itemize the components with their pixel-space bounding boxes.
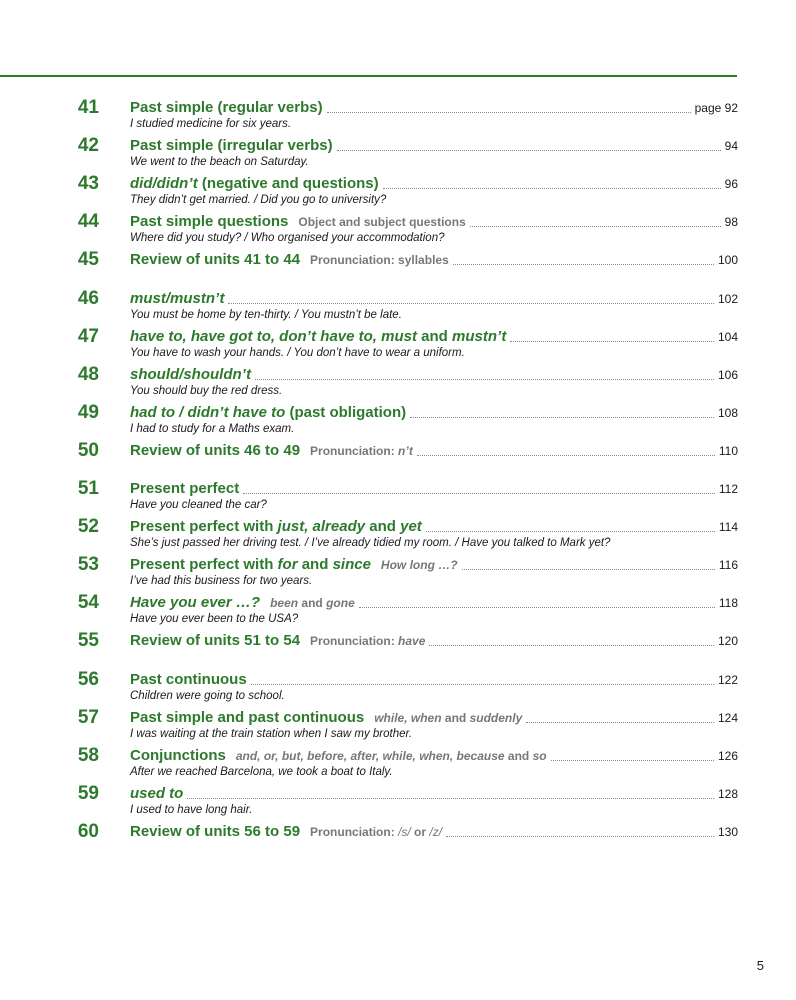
contents-entry[interactable] — [0, 249, 796, 285]
example-sentence: I studied medicine for six years. — [130, 118, 292, 130]
unit-number: 41 — [77, 97, 99, 118]
contents-entry[interactable] — [0, 326, 796, 362]
contents-entry[interactable] — [0, 516, 796, 552]
page-ref: 126 — [717, 749, 738, 763]
subtitle-part: /z/ — [429, 825, 443, 839]
page-ref: 128 — [717, 787, 738, 801]
contents-entry[interactable] — [0, 669, 796, 705]
unit-number: 46 — [77, 288, 99, 309]
page-ref: 110 — [718, 444, 738, 458]
unit-title[interactable]: Past continuous — [130, 671, 247, 688]
unit-number: 45 — [77, 249, 99, 270]
title-part: Have you ever …? — [130, 594, 261, 611]
title-part: had to / didn’t have to — [130, 404, 286, 421]
page-ref: 118 — [718, 596, 738, 610]
page-ref: 102 — [717, 292, 738, 306]
example-sentence: You have to wash your hands. / You don’t have to wear a uniform. — [130, 347, 465, 359]
example-sentence: You must be home by ten-thirty. / You mustn’t be late. — [130, 309, 402, 321]
unit-number: 59 — [77, 783, 99, 804]
contents-entry[interactable] — [0, 364, 796, 400]
example-sentence: She’s just passed her driving test. / I’ve already tidied my room. / Have you talked to Mark yet? — [130, 537, 611, 549]
dot-leader — [410, 405, 714, 418]
page-ref: 124 — [717, 711, 738, 725]
unit-title[interactable]: Review of units 56 to 59 — [130, 823, 301, 840]
page-ref: 108 — [717, 406, 738, 420]
example-sentence: Children were going to school. — [130, 690, 285, 702]
title-part: yet — [400, 518, 422, 535]
unit-number: 51 — [77, 478, 99, 499]
contents-entry[interactable] — [0, 783, 796, 819]
dot-leader — [426, 519, 715, 532]
subtitle-part: /s/ — [398, 825, 411, 839]
contents-entry[interactable] — [0, 97, 796, 133]
example-sentence: We went to the beach on Saturday. — [130, 156, 309, 168]
page-number: 5 — [756, 958, 764, 973]
unit-number: 60 — [77, 821, 99, 842]
dot-leader — [417, 443, 715, 456]
unit-title[interactable] — [130, 784, 183, 804]
example-sentence: Where did you study? / Who organised your accommodation? — [130, 232, 445, 244]
subtitle-part: been — [270, 596, 299, 610]
title-part: and — [297, 556, 333, 573]
contents-entry[interactable] — [0, 288, 796, 324]
unit-subtitle: Pronunciation: syllables — [310, 253, 449, 267]
subtitle-part: and — [504, 749, 533, 763]
contents-entry[interactable] — [0, 135, 796, 171]
unit-number: 47 — [77, 326, 99, 347]
dot-leader — [187, 786, 714, 799]
unit-number: 53 — [77, 554, 99, 575]
title-part: should/shouldn’t — [130, 366, 252, 383]
contents-entry[interactable] — [0, 821, 796, 857]
unit-title[interactable] — [130, 289, 224, 309]
page-ref: page 92 — [694, 101, 738, 115]
subtitle-part: Pronunciation: — [310, 825, 399, 839]
title-part: used to — [130, 785, 184, 802]
unit-subtitle — [236, 746, 547, 766]
example-sentence: Have you ever been to the USA? — [130, 613, 299, 625]
page-ref: 104 — [717, 330, 738, 344]
page-ref: 98 — [724, 215, 738, 229]
example-sentence: You should buy the red dress. — [130, 385, 283, 397]
dot-leader — [359, 595, 715, 608]
unit-title[interactable]: Past simple (irregular verbs) — [130, 137, 333, 154]
subtitle-part: and — [441, 711, 470, 725]
contents-entry[interactable] — [0, 440, 796, 476]
unit-number: 43 — [77, 173, 99, 194]
unit-number: 48 — [77, 364, 99, 385]
subtitle-part: gone — [326, 596, 355, 610]
unit-title[interactable]: Past simple and past continuous — [130, 709, 365, 726]
unit-number: 55 — [77, 630, 99, 651]
example-sentence: I had to study for a Maths exam. — [130, 423, 295, 435]
example-sentence: They didn’t get married. / Did you go to university? — [130, 194, 387, 206]
title-part: (past obligation) — [285, 404, 407, 421]
dot-leader — [255, 367, 714, 380]
page-ref: 96 — [724, 177, 738, 191]
page-ref: 120 — [717, 634, 738, 648]
title-part: for — [277, 556, 298, 573]
title-part: Present perfect with — [130, 556, 278, 573]
contents-entry[interactable] — [0, 211, 796, 247]
title-part: and — [365, 518, 401, 535]
unit-title[interactable] — [130, 517, 422, 537]
dot-leader — [228, 291, 714, 304]
unit-number: 50 — [77, 440, 99, 461]
unit-subtitle — [310, 441, 413, 461]
unit-number: 49 — [77, 402, 99, 423]
unit-subtitle — [310, 822, 442, 842]
subtitle-part: n’t — [398, 444, 413, 458]
unit-number: 42 — [77, 135, 99, 156]
page-ref: 112 — [718, 482, 738, 496]
unit-subtitle: Object and subject questions — [298, 215, 466, 229]
contents-entry[interactable] — [0, 630, 796, 666]
dot-leader — [337, 138, 721, 151]
page-ref: 114 — [718, 520, 738, 534]
unit-title[interactable]: Review of units 41 to 44 — [130, 251, 301, 268]
subtitle-part: Pronunciation: — [310, 444, 399, 458]
subtitle-part: or — [410, 825, 430, 839]
dot-leader — [510, 329, 714, 342]
dot-leader — [462, 557, 715, 570]
example-sentence: Have you cleaned the car? — [130, 499, 267, 511]
title-part: have to, have got to, don’t have to, must — [130, 328, 417, 345]
unit-number: 44 — [77, 211, 99, 232]
contents-entry[interactable] — [0, 478, 796, 514]
title-part: since — [332, 556, 371, 573]
page-ref: 130 — [717, 825, 738, 839]
page-ref: 106 — [717, 368, 738, 382]
subtitle-part: How long …? — [380, 558, 458, 572]
dot-leader — [470, 214, 721, 227]
example-sentence: After we reached Barcelona, we took a boat to Italy. — [130, 766, 393, 778]
unit-number: 56 — [77, 669, 99, 690]
contents-entry[interactable] — [0, 173, 796, 209]
subtitle-part: and — [298, 596, 327, 610]
title-part: (negative and questions) — [197, 175, 379, 192]
title-part: Present perfect with — [130, 518, 278, 535]
subtitle-part: and, or, but, before, after, while, when, because — [235, 749, 505, 763]
unit-title[interactable] — [130, 403, 406, 423]
unit-title[interactable] — [130, 555, 371, 575]
unit-title[interactable] — [130, 174, 379, 194]
unit-title[interactable]: Conjunctions — [130, 747, 226, 764]
unit-number: 57 — [77, 707, 99, 728]
dot-leader — [526, 710, 714, 723]
contents-entry[interactable] — [0, 592, 796, 628]
subtitle-part: have — [398, 634, 426, 648]
dot-leader — [551, 748, 714, 761]
dot-leader — [446, 824, 714, 837]
title-part: must/mustn’t — [130, 290, 225, 307]
title-part: mustn’t — [451, 328, 507, 345]
unit-title[interactable]: Present perfect — [130, 480, 240, 497]
unit-subtitle — [381, 555, 458, 575]
dot-leader — [327, 100, 691, 113]
dot-leader — [251, 672, 714, 685]
contents-entry[interactable] — [0, 707, 796, 743]
contents-entry[interactable] — [0, 554, 796, 590]
unit-number: 58 — [77, 745, 99, 766]
unit-title[interactable]: Past simple questions — [130, 213, 289, 230]
page-ref: 100 — [717, 253, 738, 267]
unit-subtitle — [310, 631, 425, 651]
unit-subtitle — [374, 708, 522, 728]
unit-title[interactable]: Past simple (regular verbs) — [130, 99, 323, 116]
header-rule — [0, 75, 737, 77]
subtitle-part: Pronunciation: — [310, 634, 399, 648]
unit-title[interactable] — [130, 327, 506, 347]
contents-entry[interactable] — [0, 402, 796, 438]
title-part: just, already — [277, 518, 366, 535]
title-part: and — [416, 328, 452, 345]
page-ref: 116 — [718, 558, 738, 572]
unit-title[interactable] — [130, 365, 251, 385]
subtitle-part: suddenly — [469, 711, 523, 725]
unit-number: 54 — [77, 592, 99, 613]
subtitle-part: so — [532, 749, 547, 763]
dot-leader — [383, 176, 721, 189]
dot-leader — [429, 633, 714, 646]
unit-title[interactable] — [130, 593, 260, 613]
example-sentence: I’ve had this business for two years. — [130, 575, 313, 587]
subtitle-part: while, when — [374, 711, 442, 725]
unit-title[interactable]: Review of units 51 to 54 — [130, 632, 301, 649]
unit-subtitle — [270, 593, 355, 613]
example-sentence: I used to have long hair. — [130, 804, 253, 816]
example-sentence: I was waiting at the train station when I saw my brother. — [130, 728, 413, 740]
title-part: did/didn’t — [130, 175, 198, 192]
dot-leader — [453, 252, 714, 265]
dot-leader — [243, 481, 715, 494]
contents-entry[interactable] — [0, 745, 796, 781]
unit-title[interactable]: Review of units 46 to 49 — [130, 442, 301, 459]
page-ref: 122 — [717, 673, 738, 687]
page-ref: 94 — [724, 139, 738, 153]
unit-number: 52 — [77, 516, 99, 537]
